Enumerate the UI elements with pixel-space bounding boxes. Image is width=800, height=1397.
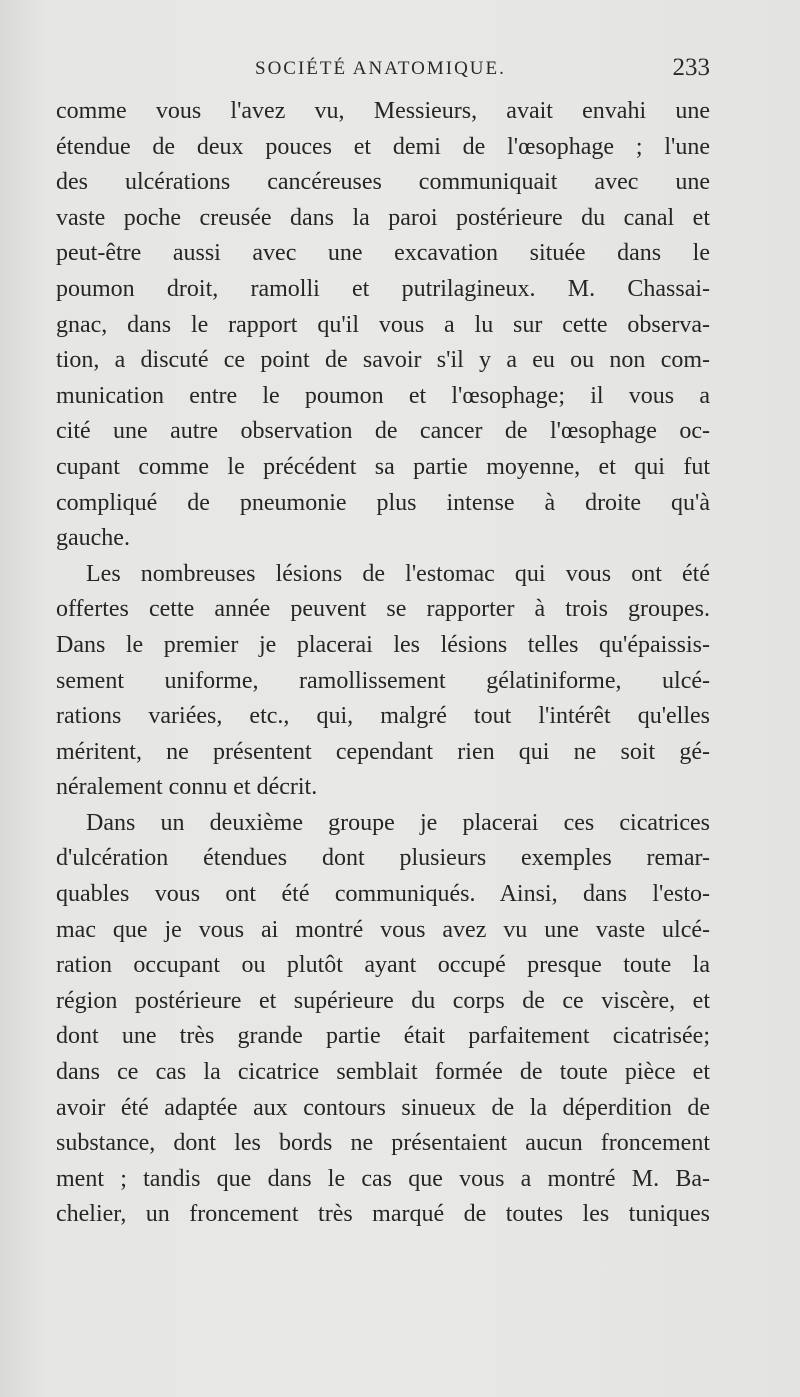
text-line: ment ; tandis que dans le cas que vous a montré M. Ba-: [56, 1165, 710, 1192]
text-line: substance, dont les bords ne présentaient aucun froncement: [56, 1130, 710, 1157]
text-line: sement uniforme, ramollissement gélatiniforme, ulcé-: [56, 667, 710, 694]
text-line: comme vous l'avez vu, Messieurs, avait envahi une: [56, 98, 710, 124]
text-line: dont une très grande partie était parfaitement cicatrisée;: [56, 1023, 710, 1050]
text-line: des ulcérations cancéreuses communiquait avec une: [56, 169, 710, 196]
text-line: Dans un deuxième groupe je placerai ces cicatrices: [86, 809, 710, 836]
text-line: vaste poche creusée dans la paroi postérieure du canal et: [56, 204, 710, 231]
text-line: peut-être aussi avec une excavation située dans le: [56, 240, 710, 267]
text-line: gauche.: [56, 525, 130, 552]
page-number: 233: [672, 54, 710, 81]
text-line: avoir été adaptée aux contours sinueux de la déperdition de: [56, 1094, 710, 1121]
text-line: rations variées, etc., qui, malgré tout l'intérêt qu'elles: [56, 703, 710, 730]
text-line: chelier, un froncement très marqué de toutes les tuniques: [56, 1201, 710, 1228]
text-line: offertes cette année peuvent se rapporter à trois groupes.: [56, 596, 710, 623]
text-line: quables vous ont été communiqués. Ainsi, dans l'esto-: [56, 881, 710, 908]
text-line: d'ulcération étendues dont plusieurs exemples remar-: [56, 845, 710, 872]
text-line: ration occupant ou plutôt ayant occupé presque toute la: [56, 952, 710, 979]
text-line: munication entre le poumon et l'œsophage; il vous a: [56, 382, 710, 409]
text-line: Dans le premier je placerai les lésions telles qu'épaissis-: [56, 631, 710, 658]
text-line: néralement connu et décrit.: [56, 774, 318, 801]
text-line: méritent, ne présentent cependant rien qui ne soit gé-: [56, 738, 710, 765]
text-line: poumon droit, ramolli et putrilagineux. M. Chassai-: [56, 275, 710, 302]
text-line: tion, a discuté ce point de savoir s'il y a eu ou non com-: [56, 347, 710, 374]
text-line: étendue de deux pouces et demi de l'œsophage ; l'une: [56, 133, 710, 160]
body-text: [56, 94, 710, 1233]
text-line: gnac, dans le rapport qu'il vous a lu sur cette observa-: [56, 311, 710, 338]
text-line: Les nombreuses lésions de l'estomac qui vous ont été: [86, 560, 710, 587]
text-line: dans ce cas la cicatrice semblait formée de toute pièce et: [56, 1059, 710, 1086]
text-line: région postérieure et supérieure du corps de ce viscère, et: [56, 987, 710, 1014]
text-line: cité une autre observation de cancer de l'œsophage oc-: [56, 418, 710, 445]
page-header: [255, 54, 710, 88]
text-line: mac que je vous ai montré vous avez vu une vaste ulcé-: [56, 916, 710, 943]
text-line: cupant comme le précédent sa partie moyenne, et qui fut: [56, 453, 710, 480]
text-line: compliqué de pneumonie plus intense à droite qu'à: [56, 489, 710, 516]
running-title: SOCIÉTÉ ANATOMIQUE.: [255, 58, 506, 79]
